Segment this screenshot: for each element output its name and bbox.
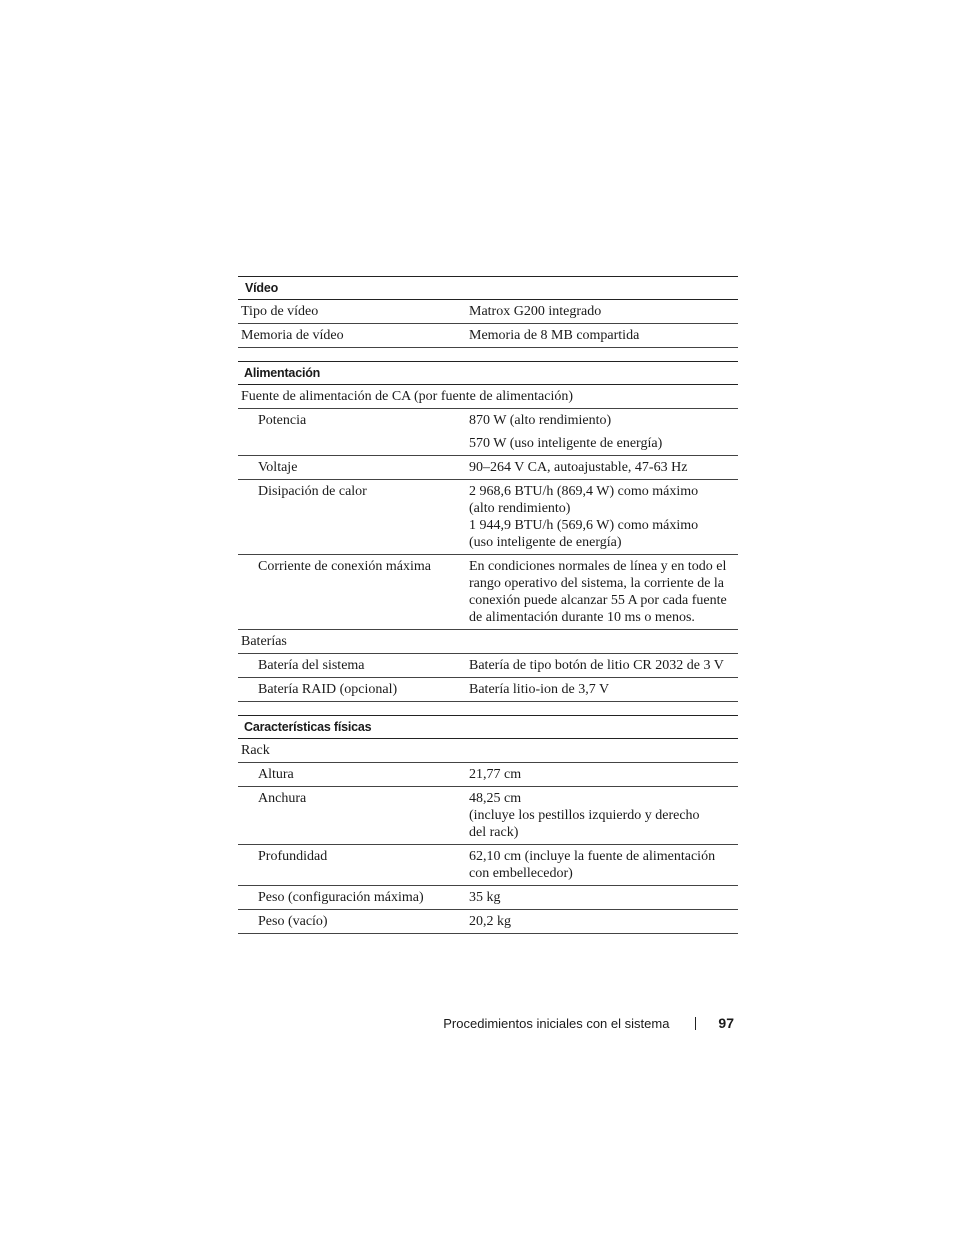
value-line: del rack) [469, 825, 519, 840]
row-label: Anchura [258, 791, 307, 806]
table-row [238, 654, 738, 678]
group-label: Baterías [241, 634, 287, 649]
value-line: (incluye los pestillos izquierdo y derecho [469, 808, 700, 823]
row-value: Matrox G200 integrado [469, 304, 602, 319]
table-row [238, 555, 738, 630]
footer-text: Procedimientos iniciales con el sistema [443, 1015, 670, 1031]
table-row [238, 787, 738, 845]
group-label: Rack [241, 743, 270, 758]
row-label: Peso (configuración máxima) [258, 890, 424, 905]
table-row [238, 480, 738, 555]
table-row [238, 409, 738, 456]
row-label: Corriente de conexión máxima [258, 559, 431, 574]
row-label: Memoria de vídeo [241, 328, 344, 343]
row-label: Tipo de vídeo [241, 304, 319, 319]
table-row [238, 324, 738, 348]
value-line: (uso inteligente de energía) [469, 535, 622, 550]
value-line: 870 W (alto rendimiento) [469, 413, 612, 428]
row-label: Potencia [258, 413, 307, 428]
table-row [238, 886, 738, 910]
row-value: 21,77 cm [469, 767, 522, 782]
row-label: Disipación de calor [258, 484, 367, 499]
section-title-video: Vídeo [238, 276, 738, 300]
table-row [238, 456, 738, 480]
row-label: Batería RAID (opcional) [258, 682, 398, 697]
row-value [469, 558, 738, 626]
row-label: Voltaje [258, 460, 298, 475]
value-line: En condiciones normales de línea y en todo el [469, 559, 727, 574]
table-row [238, 910, 738, 934]
table-row [238, 300, 738, 324]
table-row [238, 845, 738, 886]
section-gap [238, 702, 738, 715]
group-row-ac-power [238, 385, 738, 409]
row-value [469, 790, 738, 841]
footer-divider [695, 1017, 696, 1030]
row-value [469, 848, 738, 882]
group-row-batteries [238, 630, 738, 654]
row-value [469, 412, 738, 452]
row-value: Batería litio-ion de 3,7 V [469, 682, 610, 697]
value-line: 570 W (uso inteligente de energía) [469, 436, 663, 451]
specifications-table [238, 276, 738, 934]
value-line: conexión puede alcanzar 55 A por cada fuente [469, 593, 727, 608]
value-line: 2 968,6 BTU/h (869,4 W) como máximo [469, 484, 699, 499]
value-line: 1 944,9 BTU/h (569,6 W) como máximo [469, 518, 699, 533]
row-label: Batería del sistema [258, 658, 365, 673]
value-line: rango operativo del sistema, la corriente de la [469, 576, 725, 591]
table-row [238, 678, 738, 702]
row-label: Profundidad [258, 849, 328, 864]
page-number: 97 [718, 1015, 734, 1031]
section-gap [238, 348, 738, 361]
row-label: Altura [258, 767, 294, 782]
row-value: Memoria de 8 MB compartida [469, 328, 640, 343]
row-value: 35 kg [469, 890, 501, 905]
row-value: 90–264 V CA, autoajustable, 47-63 Hz [469, 460, 688, 475]
row-label: Peso (vacío) [258, 914, 328, 929]
section-title-physical: Características físicas [238, 715, 738, 739]
group-label: Fuente de alimentación de CA (por fuente de alimentación) [241, 389, 573, 404]
row-value: 20,2 kg [469, 914, 511, 929]
value-line: con embellecedor) [469, 866, 573, 881]
value-line: 48,25 cm [469, 791, 522, 806]
page-footer [443, 1015, 734, 1031]
group-row-rack [238, 739, 738, 763]
row-value: Batería de tipo botón de litio CR 2032 de 3 V [469, 658, 724, 673]
value-line: de alimentación durante 10 ms o menos. [469, 610, 695, 625]
value-line: 62,10 cm (incluye la fuente de alimentación [469, 849, 716, 864]
section-title-power: Alimentación [238, 361, 738, 385]
row-value [469, 483, 738, 551]
table-row [238, 763, 738, 787]
value-line: (alto rendimiento) [469, 501, 571, 516]
